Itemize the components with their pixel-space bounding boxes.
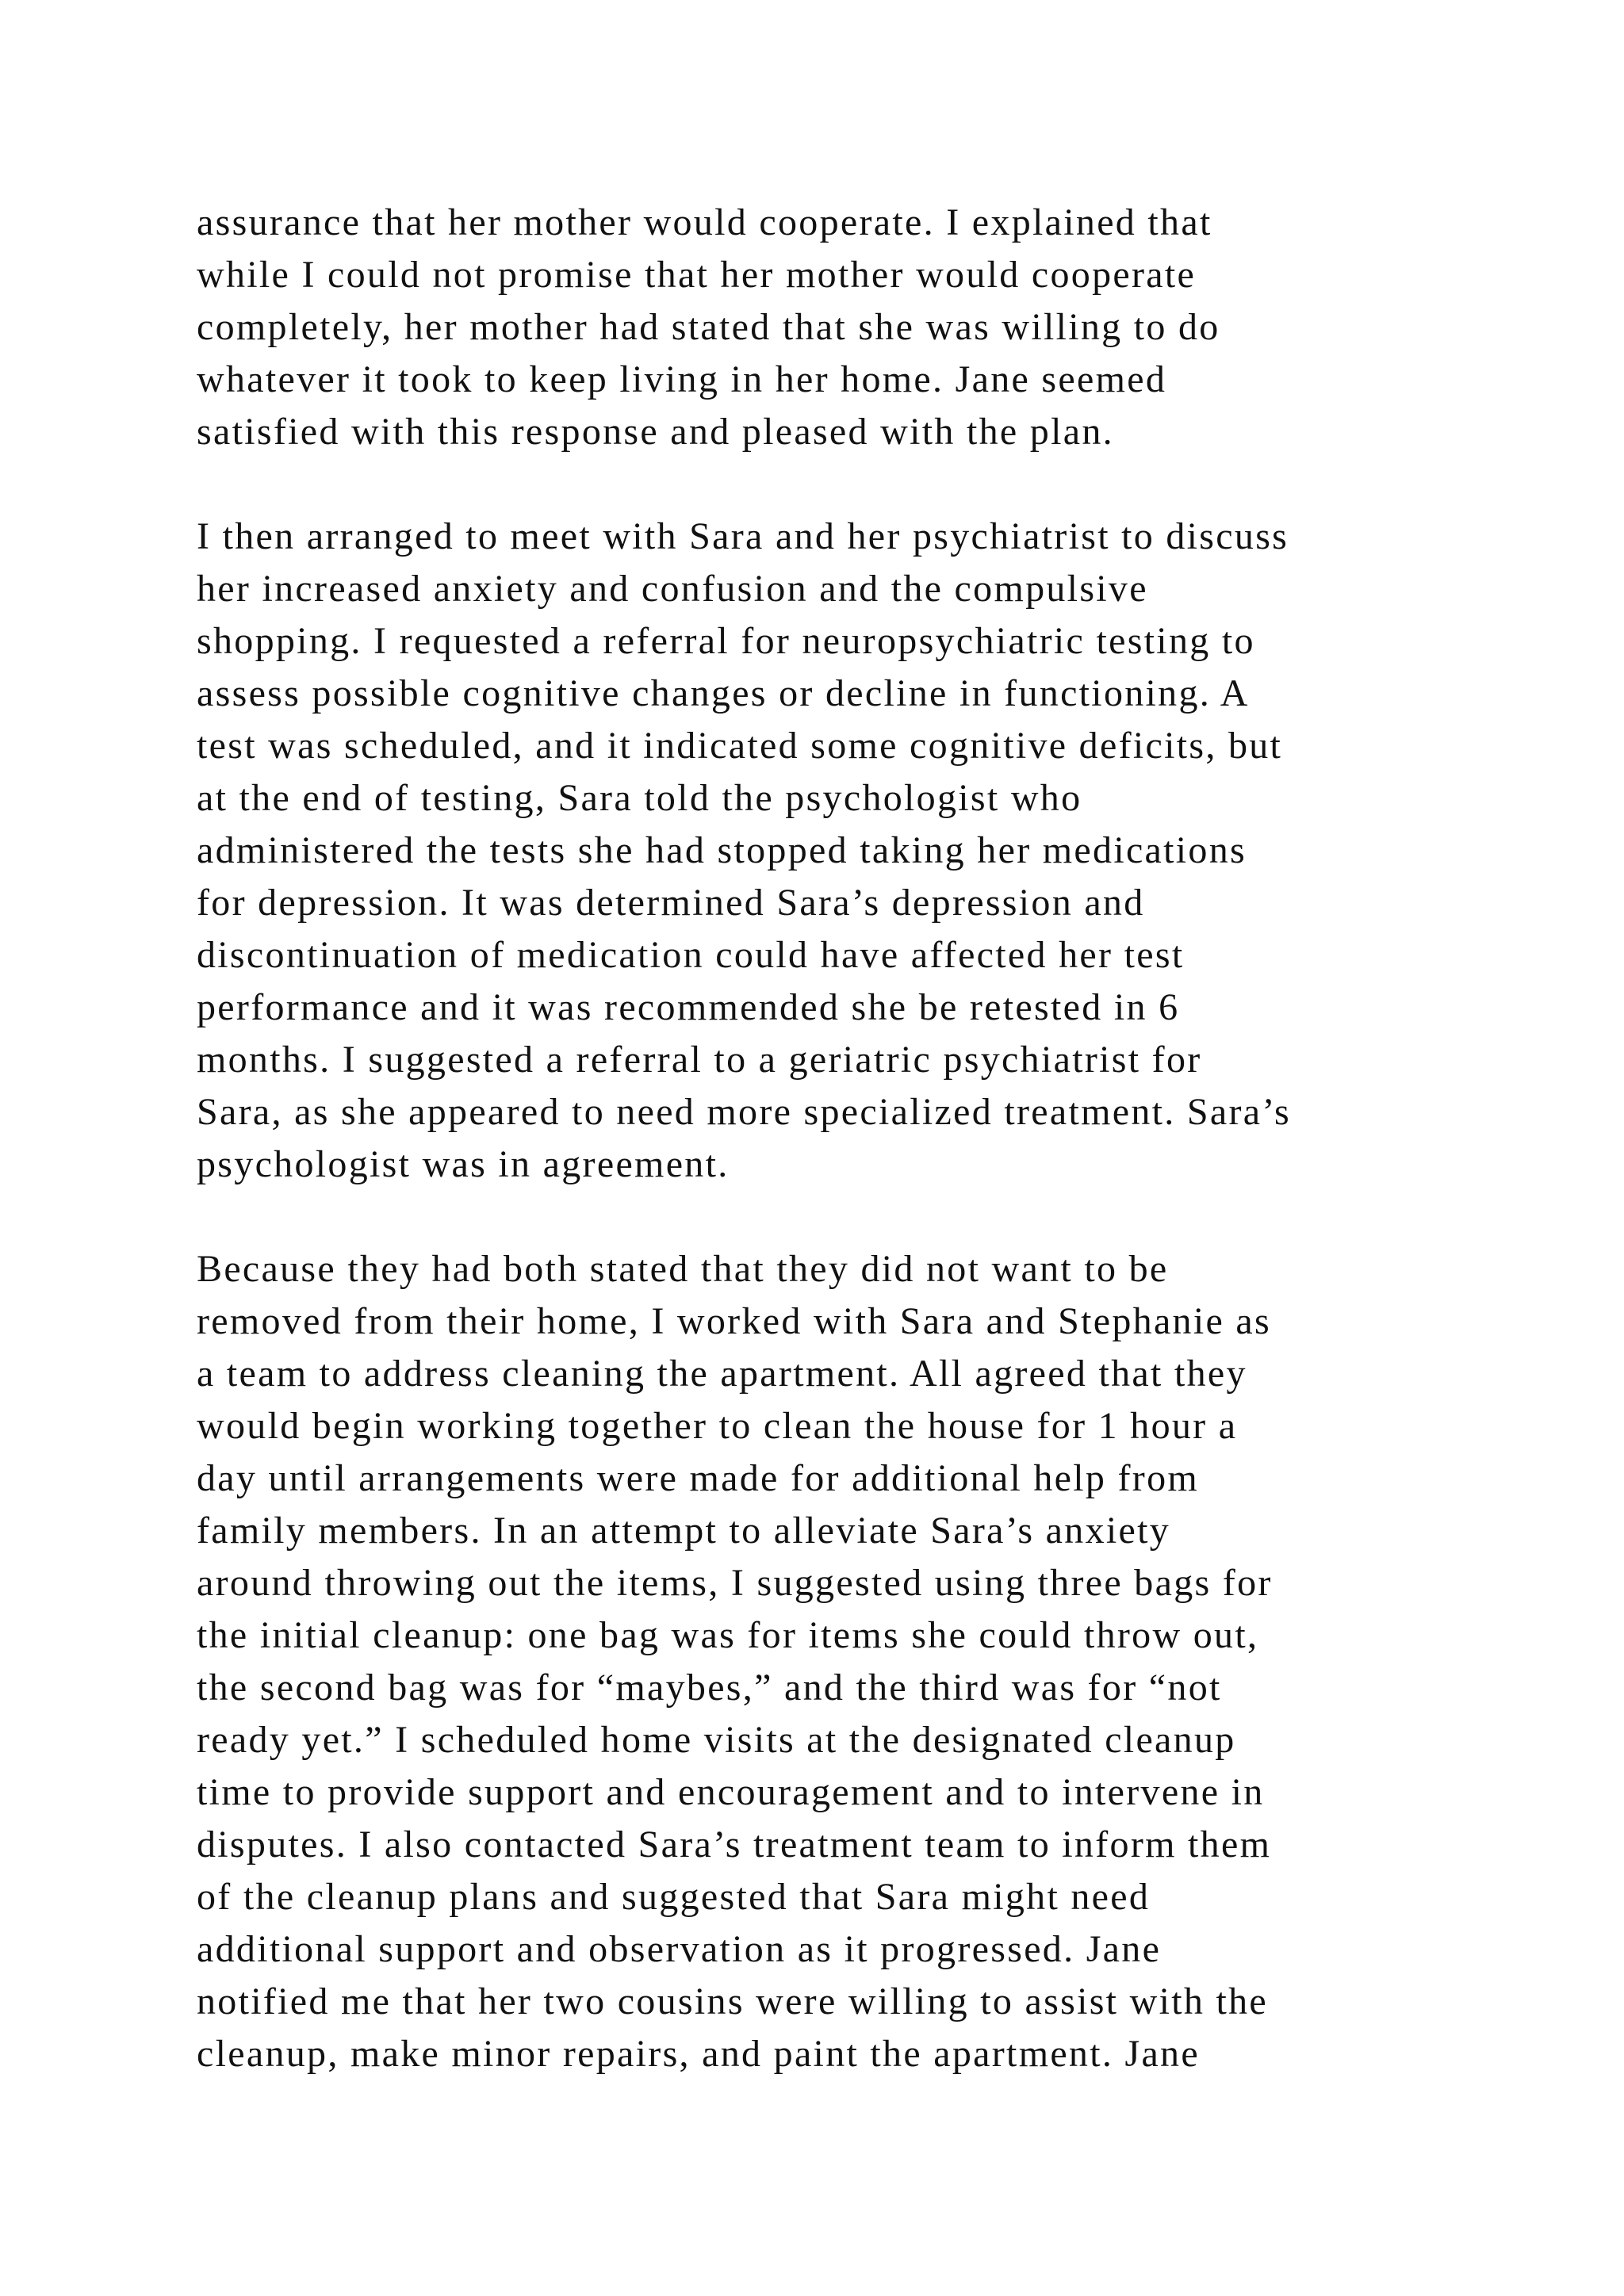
text-line: for depression. It was determined Sara’s depression and (197, 882, 1145, 924)
paragraph-2 (197, 511, 1465, 1191)
text-line: around throwing out the items, I suggested using three bags for (197, 1562, 1273, 1604)
text-line: disputes. I also contacted Sara’s treatment team to inform them (197, 1823, 1272, 1866)
text-line: performance and it was recommended she be retested in 6 (197, 986, 1180, 1028)
text-line: months. I suggested a referral to a geriatric psychiatrist for (197, 1039, 1202, 1081)
text-line: a team to address cleaning the apartment. All agreed that they (197, 1353, 1247, 1395)
text-line: I then arranged to meet with Sara and her psychiatrist to discuss (197, 515, 1289, 557)
paragraph-spacer (197, 1191, 1465, 1243)
document-body (197, 197, 1465, 2080)
text-line: would begin working together to clean the house for 1 hour a (197, 1405, 1238, 1447)
text-line: cleanup, make minor repairs, and paint the apartment. Jane (197, 2033, 1200, 2075)
text-line: time to provide support and encouragement and to intervene in (197, 1771, 1265, 1813)
text-line: family members. In an attempt to alleviate Sara’s anxiety (197, 1510, 1171, 1552)
text-line: shopping. I requested a referral for neuropsychiatric testing to (197, 620, 1255, 662)
text-line: satisfied with this response and pleased with the plan. (197, 411, 1114, 453)
text-line: psychologist was in agreement. (197, 1143, 730, 1185)
text-line: whatever it took to keep living in her home. Jane seemed (197, 358, 1167, 400)
text-line: the initial cleanup: one bag was for items she could throw out, (197, 1614, 1259, 1656)
text-line: notified me that her two cousins were willing to assist with the (197, 1980, 1268, 2022)
text-line: day until arrangements were made for additional help from (197, 1457, 1200, 1499)
paragraph-1 (197, 197, 1465, 458)
text-line: assess possible cognitive changes or decline in functioning. A (197, 672, 1250, 714)
text-line: ready yet.” I scheduled home visits at the designated cleanup (197, 1719, 1236, 1761)
text-line: at the end of testing, Sara told the psychologist who (197, 777, 1082, 819)
text-line: discontinuation of medication could have affected her test (197, 934, 1185, 976)
text-line: removed from their home, I worked with Sara and Stephanie as (197, 1300, 1271, 1342)
text-line: assurance that her mother would cooperate. I explained that (197, 201, 1212, 243)
text-line: completely, her mother had stated that she was willing to do (197, 306, 1220, 348)
text-line: the second bag was for “maybes,” and the third was for “not (197, 1667, 1222, 1709)
text-line: Because they had both stated that they did not want to be (197, 1248, 1169, 1290)
text-line: while I could not promise that her mother would cooperate (197, 254, 1197, 296)
paragraph-3 (197, 1243, 1465, 2080)
text-line: her increased anxiety and confusion and the compulsive (197, 568, 1148, 610)
text-line: test was scheduled, and it indicated some cognitive deficits, but (197, 725, 1283, 767)
text-line: of the cleanup plans and suggested that Sara might need (197, 1876, 1151, 1918)
paragraph-spacer (197, 458, 1465, 511)
text-line: additional support and observation as it progressed. Jane (197, 1928, 1162, 1970)
text-line: administered the tests she had stopped taking her medications (197, 829, 1247, 871)
text-line: Sara, as she appeared to need more specialized treatment. Sara’s (197, 1091, 1291, 1133)
